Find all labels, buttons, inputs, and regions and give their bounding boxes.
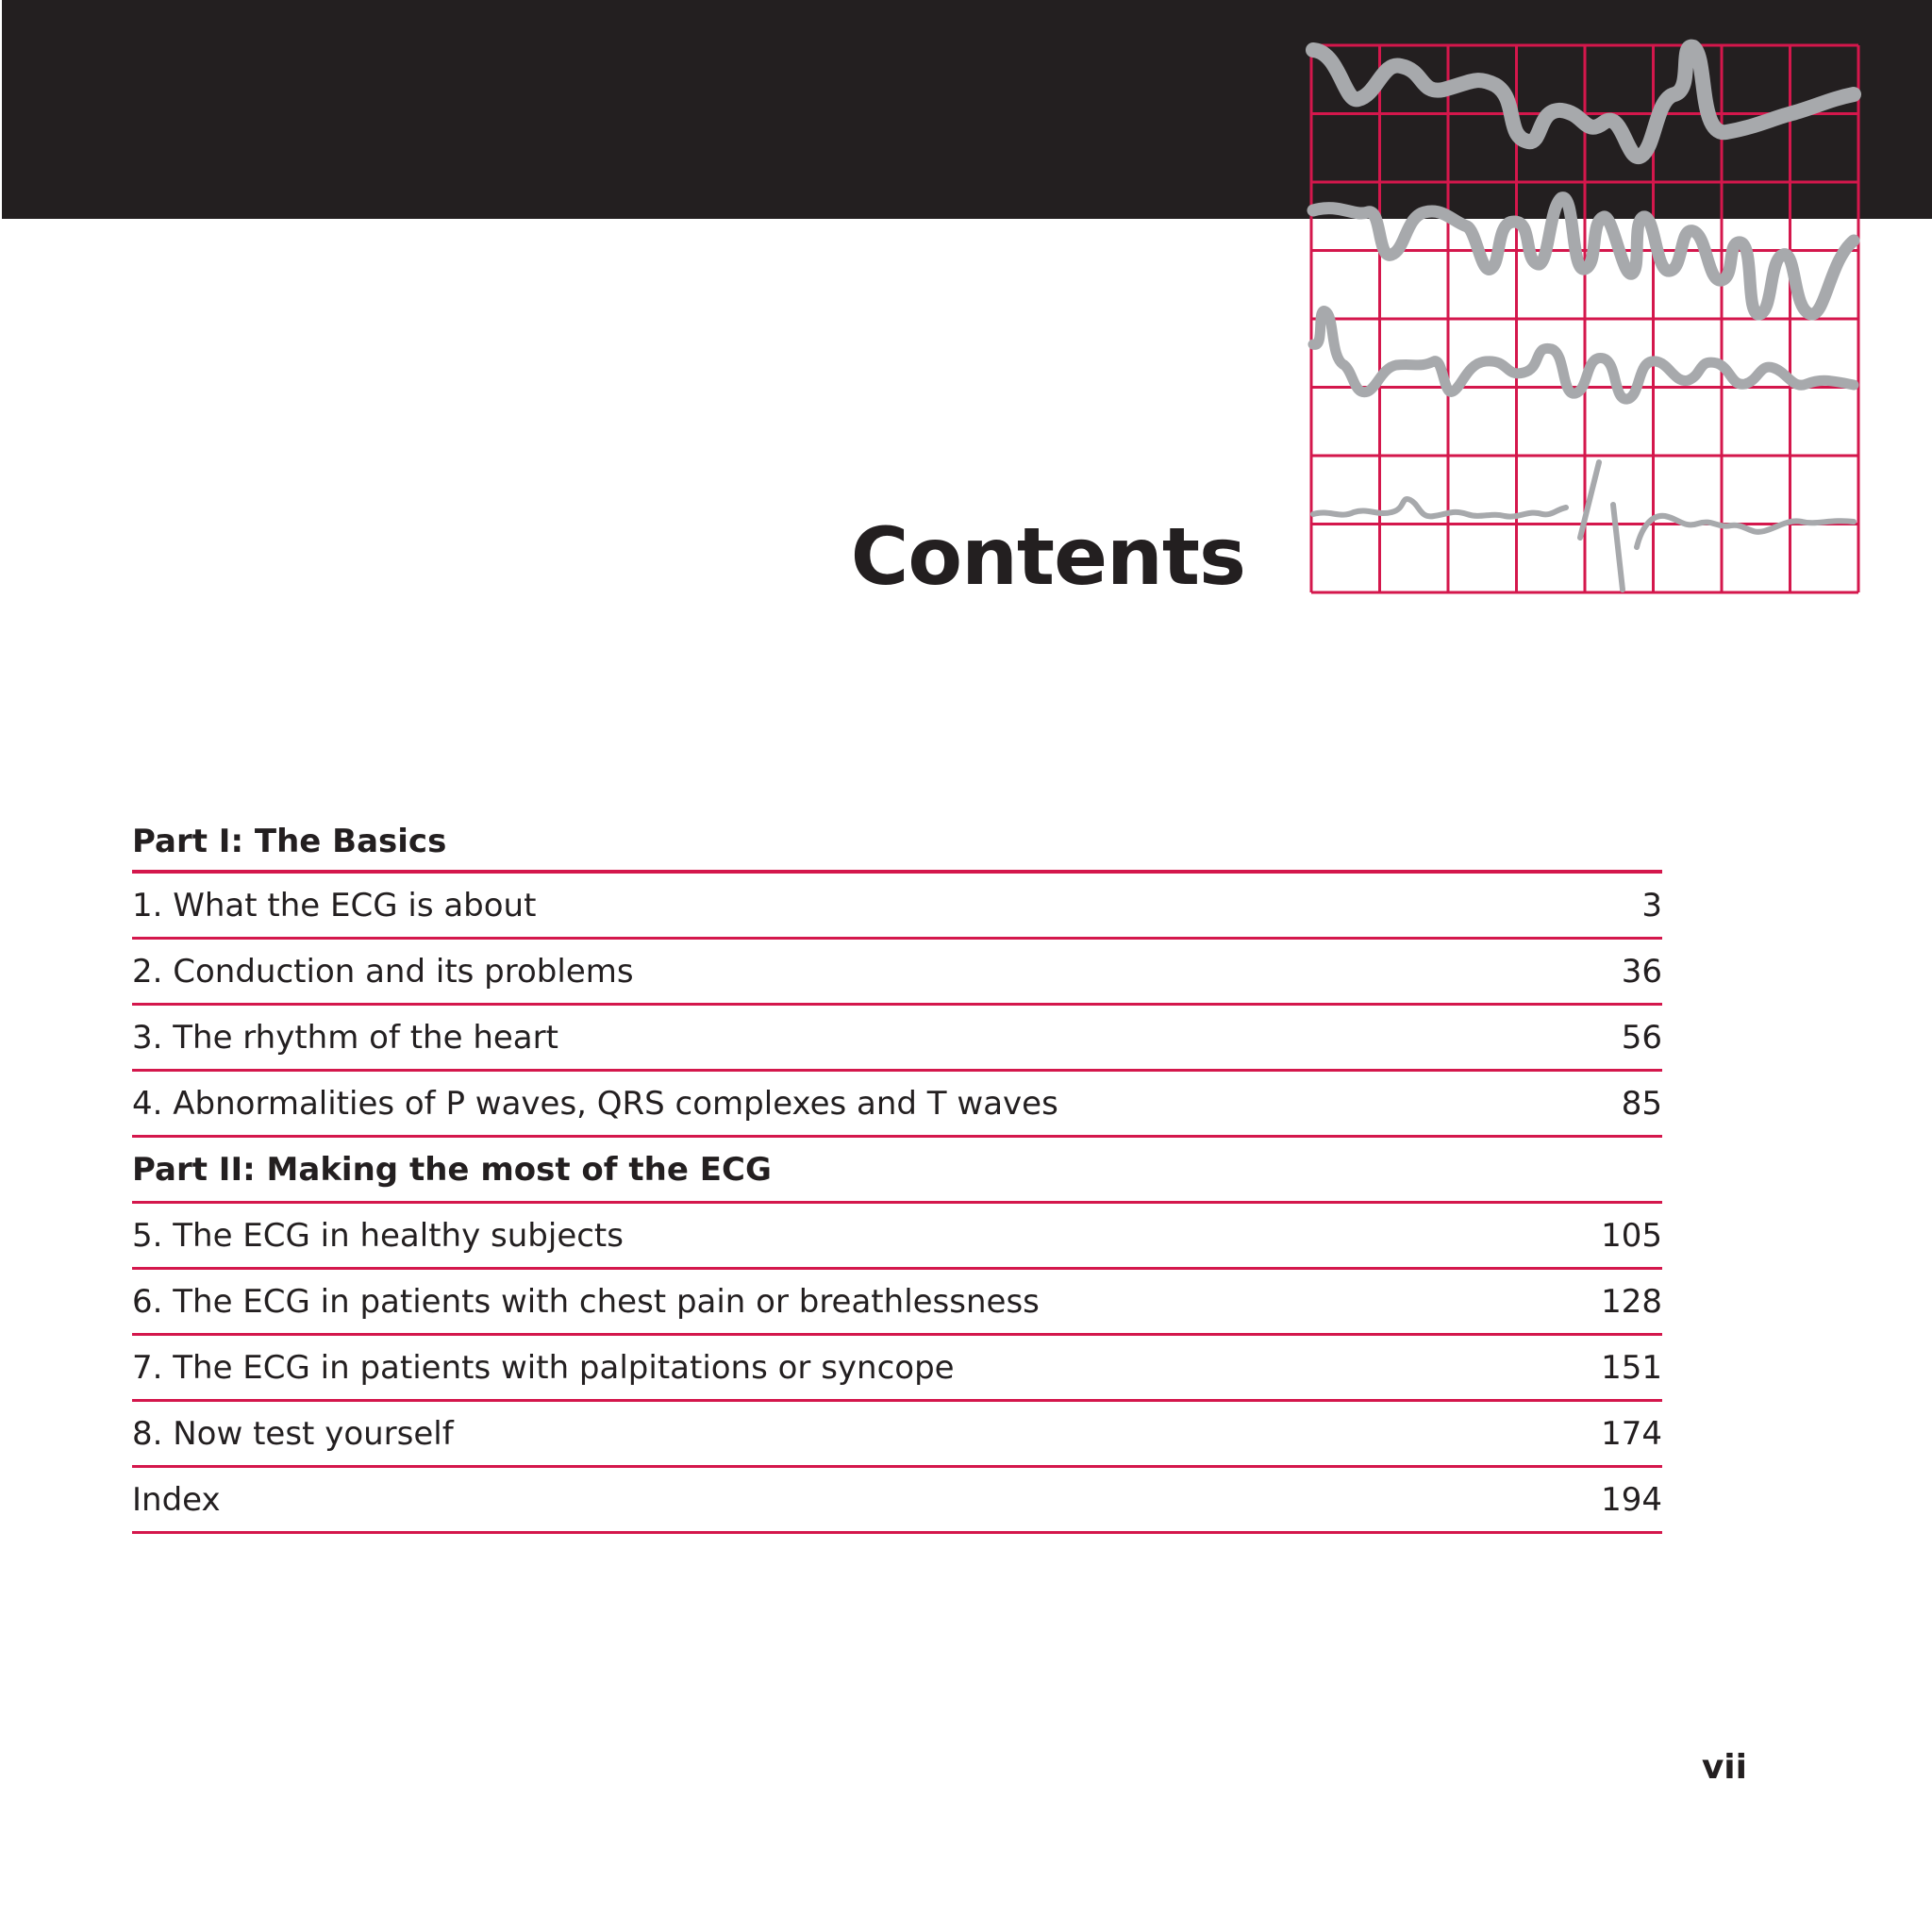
toc-entry-page: 56 bbox=[1621, 1018, 1662, 1057]
toc-entry-title: 5. The ECG in healthy subjects bbox=[132, 1216, 624, 1255]
toc-entry-page: 85 bbox=[1621, 1084, 1662, 1123]
toc-entry-title: 6. The ECG in patients with chest pain or breathlessness bbox=[132, 1282, 1040, 1321]
toc-entry-page: 128 bbox=[1601, 1282, 1662, 1321]
toc-entry[interactable] bbox=[132, 1204, 1662, 1270]
toc-entry-title: 7. The ECG in patients with palpitations or syncope bbox=[132, 1348, 955, 1387]
toc-part-title: Part II: Making the most of the ECG bbox=[132, 1150, 772, 1189]
toc-entry[interactable] bbox=[132, 1468, 1662, 1534]
toc-entry[interactable] bbox=[132, 940, 1662, 1006]
toc-entry-title: Index bbox=[132, 1480, 221, 1519]
toc-entry-title: 1. What the ECG is about bbox=[132, 886, 537, 924]
toc-entry-page: 151 bbox=[1601, 1348, 1662, 1387]
toc-part-heading[interactable] bbox=[132, 813, 1662, 874]
toc-entry-page: 194 bbox=[1601, 1480, 1662, 1519]
toc-entry-title: 3. The rhythm of the heart bbox=[132, 1018, 558, 1057]
toc-entry-page: 36 bbox=[1621, 952, 1662, 991]
table-of-contents bbox=[132, 813, 1662, 1534]
toc-entry-page: 3 bbox=[1641, 886, 1662, 924]
toc-part-title: Part I: The Basics bbox=[132, 823, 447, 860]
toc-entry[interactable] bbox=[132, 1402, 1662, 1468]
toc-entry[interactable] bbox=[132, 1072, 1662, 1138]
toc-entry[interactable] bbox=[132, 1270, 1662, 1336]
toc-entry[interactable] bbox=[132, 874, 1662, 940]
toc-entry[interactable] bbox=[132, 1336, 1662, 1402]
toc-part-heading[interactable] bbox=[132, 1138, 1662, 1204]
toc-entry-page: 174 bbox=[1601, 1414, 1662, 1453]
page-title: Contents bbox=[850, 510, 1245, 603]
toc-entry[interactable] bbox=[132, 1006, 1662, 1072]
page-number: vii bbox=[1701, 1748, 1747, 1787]
toc-entry-page: 105 bbox=[1601, 1216, 1662, 1255]
toc-entry-title: 2. Conduction and its problems bbox=[132, 952, 634, 991]
toc-entry-title: 8. Now test yourself bbox=[132, 1414, 454, 1453]
ecg-trace-icon bbox=[1302, 33, 1868, 618]
toc-entry-title: 4. Abnormalities of P waves, QRS complexes and T waves bbox=[132, 1084, 1058, 1123]
